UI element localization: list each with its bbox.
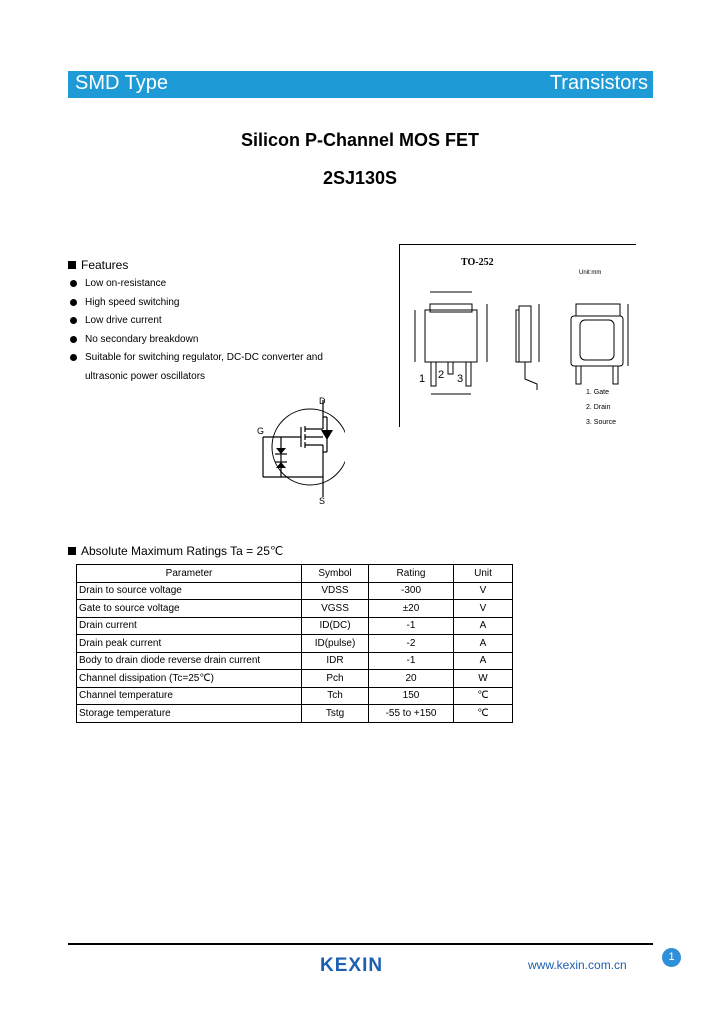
ratings-table	[76, 564, 513, 723]
gate-label: G	[257, 426, 265, 436]
symbol-cell: ID(DC)	[302, 617, 369, 635]
parameter-cell: Channel dissipation (Tc=25℃)	[77, 670, 302, 688]
parameter-cell: Drain current	[77, 617, 302, 635]
page-number: 1	[662, 948, 681, 967]
website-link[interactable]: www.kexin.com.cn	[528, 958, 627, 972]
column-header: Rating	[369, 565, 454, 583]
symbol-cell: IDR	[302, 652, 369, 670]
rating-cell: -1	[369, 617, 454, 635]
zener-diode-icon	[276, 462, 286, 468]
list-item: Suitable for switching regulator, DC-DC converter and	[68, 351, 323, 370]
pin-number: 2	[438, 369, 445, 381]
package-outline-drawing	[399, 244, 649, 434]
table-row	[77, 652, 513, 670]
symbol-cell: Tstg	[302, 705, 369, 723]
list-item: Low on-resistance	[68, 277, 323, 296]
parameter-cell: Body to drain diode reverse drain current	[77, 652, 302, 670]
parameter-cell: Drain peak current	[77, 635, 302, 653]
unit-cell: V	[454, 582, 513, 600]
table-row	[77, 670, 513, 688]
features-heading: Features	[68, 258, 128, 272]
parameter-cell: Drain to source voltage	[77, 582, 302, 600]
rating-cell: -300	[369, 582, 454, 600]
package-back-view	[571, 304, 628, 384]
pin-number: 1	[419, 373, 426, 385]
symbol-cell: Tch	[302, 687, 369, 705]
unit-cell: A	[454, 617, 513, 635]
table-row	[77, 705, 513, 723]
rating-cell: ±20	[369, 600, 454, 618]
unit-cell: A	[454, 652, 513, 670]
list-item: No secondary breakdown	[68, 333, 323, 352]
table-row	[77, 687, 513, 705]
bullet-icon	[70, 299, 77, 306]
unit-cell: V	[454, 600, 513, 618]
table-row	[77, 582, 513, 600]
package-front-view	[415, 292, 487, 394]
parameter-cell: Gate to source voltage	[77, 600, 302, 618]
feature-list	[68, 277, 323, 384]
bullet-icon	[70, 354, 77, 361]
symbol-cell: VGSS	[302, 600, 369, 618]
table-row	[77, 635, 513, 653]
package-unit: Unit:mm	[579, 270, 602, 276]
source-label: S	[319, 496, 326, 506]
pin-label: 1. Gate	[586, 389, 609, 396]
list-item: Low drive current	[68, 314, 323, 333]
pin-label: 3. Source	[586, 419, 616, 426]
pin-number: 3	[457, 373, 464, 385]
bullet-icon	[70, 317, 77, 324]
mosfet-symbol	[255, 392, 345, 512]
symbol-cell: Pch	[302, 670, 369, 688]
square-bullet-icon	[68, 261, 76, 269]
bullet-icon	[70, 336, 77, 343]
column-header: Unit	[454, 565, 513, 583]
rating-cell: 20	[369, 670, 454, 688]
symbol-cell: ID(pulse)	[302, 635, 369, 653]
column-header: Parameter	[77, 565, 302, 583]
ratings-heading: Absolute Maximum Ratings Ta = 25℃	[68, 544, 283, 558]
logo-text: KEXIN	[320, 955, 384, 975]
unit-cell: W	[454, 670, 513, 688]
rating-cell: -1	[369, 652, 454, 670]
column-header: Symbol	[302, 565, 369, 583]
parameter-cell: Storage temperature	[77, 705, 302, 723]
square-bullet-icon	[68, 547, 76, 555]
header-bar	[68, 71, 653, 98]
rating-cell: -55 to +150	[369, 705, 454, 723]
symbol-cell: VDSS	[302, 582, 369, 600]
drain-label: D	[319, 396, 326, 406]
unit-cell: A	[454, 635, 513, 653]
list-item: High speed switching	[68, 296, 323, 315]
package-name: TO-252	[461, 257, 494, 268]
document-title: Silicon P-Channel MOS FET	[240, 130, 480, 150]
parameter-cell: Channel temperature	[77, 687, 302, 705]
rating-cell: -2	[369, 635, 454, 653]
unit-cell: ℃	[454, 687, 513, 705]
bullet-icon	[70, 280, 77, 287]
package-side-view	[516, 304, 539, 390]
table-row	[77, 617, 513, 635]
header-section: Transistors	[549, 72, 648, 94]
table-row	[77, 600, 513, 618]
footer-divider	[68, 943, 653, 945]
list-item-continuation: ultrasonic power oscillators	[85, 370, 206, 382]
table-header-row	[77, 565, 513, 583]
part-number: 2SJ130S	[322, 168, 398, 188]
unit-cell: ℃	[454, 705, 513, 723]
zener-diode-icon	[276, 448, 286, 454]
body-diode-icon	[321, 430, 333, 440]
rating-cell: 150	[369, 687, 454, 705]
pin-label: 2. Drain	[586, 404, 611, 411]
header-category: SMD Type	[75, 72, 168, 94]
kexin-logo	[320, 953, 405, 975]
